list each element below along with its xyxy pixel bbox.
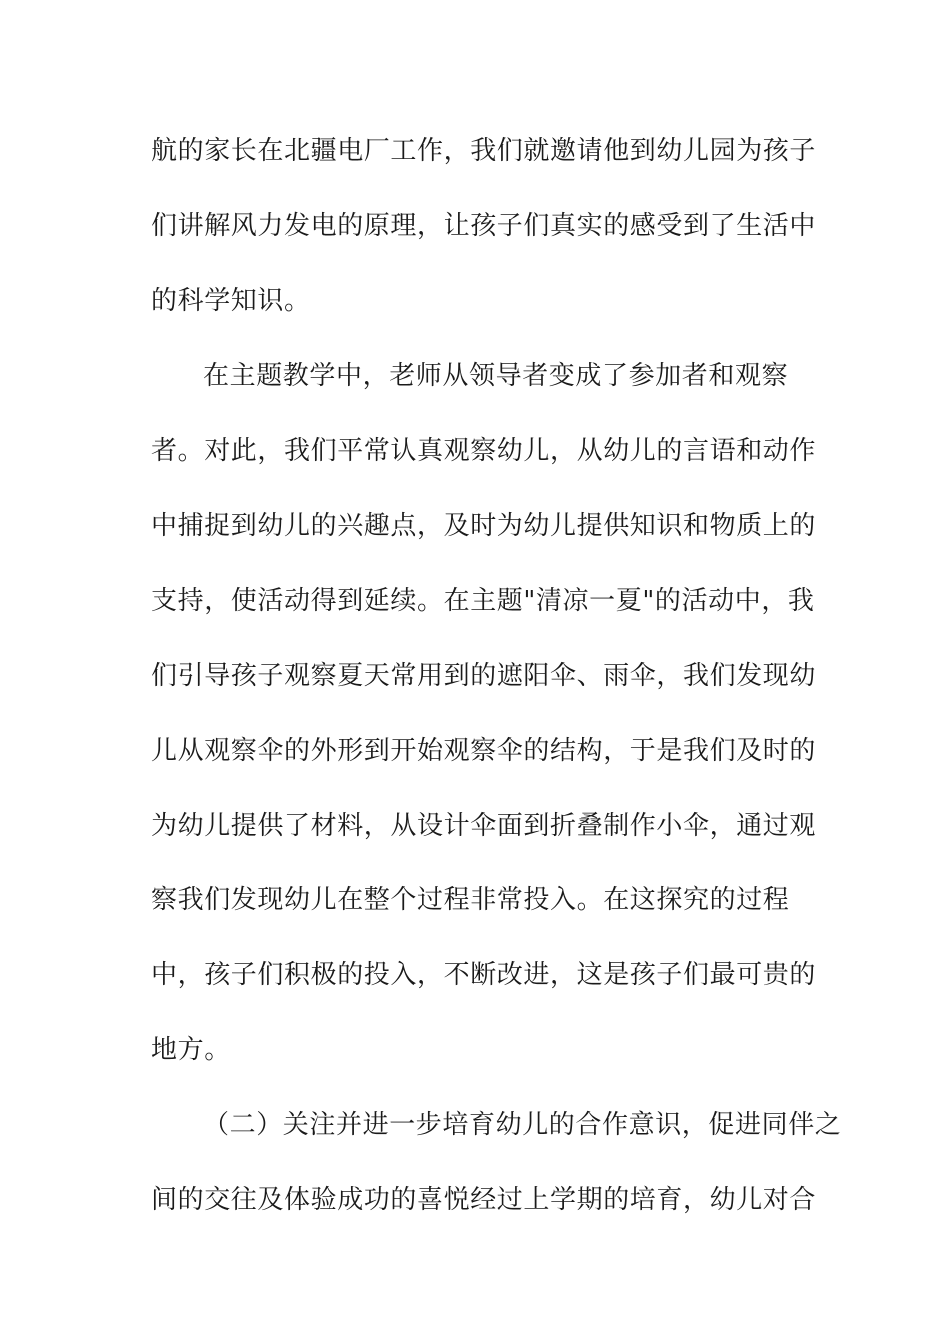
text-line: 察我们发现幼儿在整个过程非常投入。在这探究的过程 [151,885,790,915]
text-line: 们讲解风力发电的原理，让孩子们真实的感受到了生活中 [151,211,817,241]
paragraph-start-line: 在主题教学中，老师从领导者变成了参加者和观察 [203,361,789,391]
text-line: 的科学知识。 [151,286,311,316]
text-line: 儿从观察伞的外形到开始观察伞的结构，于是我们及时的 [151,736,817,766]
text-line: 中捕捉到幼儿的兴趣点，及时为幼儿提供知识和物质上的 [151,511,817,541]
text-line: 地方。 [151,1035,231,1065]
text-line: 间的交往及体验成功的喜悦经过上学期的培育，幼儿对合 [151,1185,817,1215]
text-line: 支持，使活动得到延续。在主题"清凉一夏"的活动中，我 [151,586,815,616]
section-heading-line: （二）关注并进一步培育幼儿的合作意识，促进同伴之 [203,1110,842,1140]
text-line: 航的家长在北疆电厂工作，我们就邀请他到幼儿园为孩子 [151,136,817,166]
text-line: 者。对此，我们平常认真观察幼儿，从幼儿的言语和动作 [151,436,817,466]
text-line: 为幼儿提供了材料，从设计伞面到折叠制作小伞，通过观 [151,811,817,841]
text-line: 中，孩子们积极的投入，不断改进，这是孩子们最可贵的 [151,960,817,990]
text-line: 们引导孩子观察夏天常用到的遮阳伞、雨伞，我们发现幼 [151,661,817,691]
